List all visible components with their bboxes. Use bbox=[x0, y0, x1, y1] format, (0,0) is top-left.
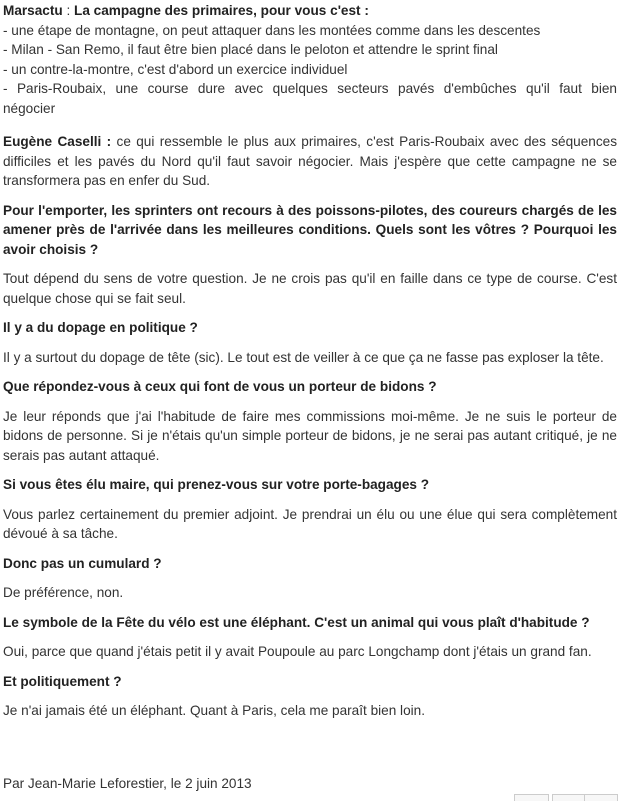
separator: : bbox=[62, 3, 75, 18]
answer: Tout dépend du sens de votre question. Je ne crois pas qu'il en faille dans ce type de course. C'est quelque chose qui se fait seul. bbox=[3, 271, 617, 306]
question: Il y a du dopage en politique ? bbox=[3, 320, 198, 335]
question: Si vous êtes élu maire, qui prenez-vous sur votre porte-bagages ? bbox=[3, 477, 430, 492]
first-answer bbox=[3, 132, 617, 191]
intro-option: - un contre-la-montre, c'est d'abord un exercice individuel bbox=[3, 61, 348, 77]
intro-question-text: La campagne des primaires, pour vous c'est : bbox=[74, 3, 369, 18]
intro-option: - une étape de montagne, on peut attaquer dans les montées comme dans les descentes bbox=[3, 22, 541, 38]
article-body bbox=[3, 1, 617, 731]
answer-text: ce qui ressemble le plus aux primaires, c'est Paris-Roubaix avec des séquences difficiles et les pavés du Nord qu'il faut savoir négocier. Mais j'espère que cette campagne ne se transformera pas en enfer du Sud. bbox=[3, 134, 617, 188]
interviewer-name: Marsactu bbox=[3, 3, 63, 18]
answer: Je leur réponds que j'ai l'habitude de faire mes commissions moi-même. Je ne suis le porteur de bidons de personne. Si je n'étais qu'un simple porteur de bidons, je ne serai pas autant critiqué, je ne serais pas autant attaqué. bbox=[3, 408, 617, 463]
divider bbox=[584, 795, 585, 801]
answer: De préférence, non. bbox=[3, 585, 124, 600]
intro-options bbox=[3, 21, 617, 119]
intro-option: - Paris-Roubaix, une course dure avec quelques secteurs pavés d'embûches qu'il faut bien négocier bbox=[3, 81, 617, 116]
question: Que répondez-vous à ceux qui font de vous un porteur de bidons ? bbox=[3, 379, 437, 394]
intro-option: - Milan - San Remo, il faut être bien placé dans le peloton et attendre le sprint final bbox=[3, 42, 498, 57]
question: Le symbole de la Fête du vélo est une éléphant. C'est un animal qui vous plaît d'habitude ? bbox=[3, 614, 590, 630]
byline: Par Jean-Marie Leforestier, le 2 juin 2013 bbox=[3, 776, 252, 791]
question: Donc pas un cumulard ? bbox=[3, 555, 162, 571]
question: Pour l'emporter, les sprinters ont recours à des poissons-pilotes, des coureurs chargés de les amener près de l'arrivée dans les meilleures conditions. Quels sont les vôtres ? Pourquoi les avoir choisis ? bbox=[3, 202, 617, 257]
interviewee-name: Eugène Caselli : bbox=[3, 134, 112, 149]
answer: Oui, parce que quand j'étais petit il y avait Poupoule au parc Longchamp dont j'étais un grand fan. bbox=[3, 644, 592, 659]
answer: Je n'ai jamais été un éléphant. Quant à Paris, cela me paraît bien loin. bbox=[3, 703, 425, 718]
intro-question bbox=[3, 1, 617, 118]
question: Et politiquement ? bbox=[3, 673, 122, 689]
answer: Il y a surtout du dopage de tête (sic). Le tout est de veiller à ce que ça ne fasse pas exploser la tête. bbox=[3, 349, 604, 365]
answer: Vous parlez certainement du premier adjoint. Je prendrai un élu ou une élue qui sera complètement dévoué à sa tâche. bbox=[3, 506, 617, 541]
